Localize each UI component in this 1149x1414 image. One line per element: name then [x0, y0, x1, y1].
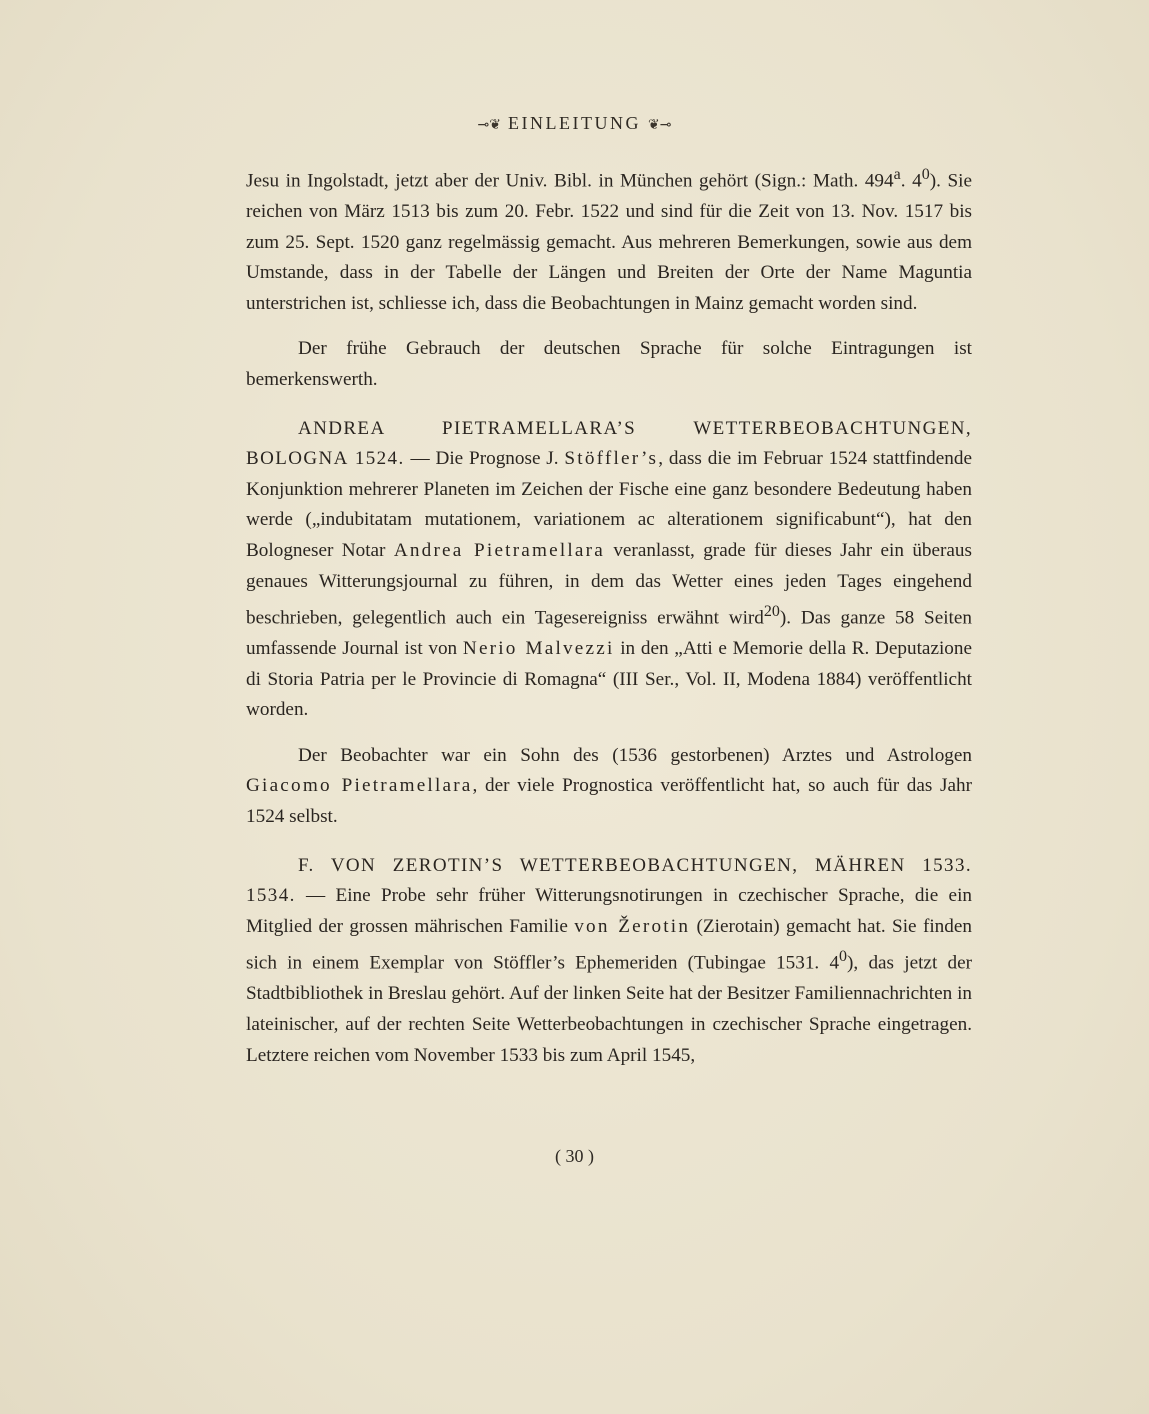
section1-text-c: veranlasst, grade für dieses Jahr ein überaus genaues Witterungsjournal zu führen, in dem das Wetter eines jeden Tages eingehend beschrieben, gelegentlich auch ein Tagesereigniss erwähnt wird	[246, 539, 972, 629]
section-heading-zerotin: F. VON ZEROTIN’S WETTERBEOBACHTUNGEN, MÄHREN 1533. 1534.	[246, 854, 972, 907]
section2-text-a: — Eine Probe sehr früher Witterungsnotirungen in czechischer Sprache, die ein Mitglied der grossen mährischen Familie	[246, 885, 972, 937]
section1-text-b: , dass die im Februar 1524 stattfindende Konjunktion mehrerer Planeten im Zeichen der Fische eine ganz besondere Bedeutung haben werde („indubitatam mutationem, variationem ac alterationem significabunt“), hat den Bologneser Notar	[246, 448, 972, 561]
page-number: ( 30 )	[555, 1146, 594, 1166]
para1-superscript-a: a	[893, 166, 901, 183]
section1-text-a: — Die Prognose J.	[404, 448, 565, 470]
section-pietramellara	[246, 414, 972, 726]
section1-text-d: ). Das ganze 58 Seiten umfassende Journal ist von	[246, 607, 972, 660]
name-andrea-pietramellara: Andrea Pietramellara	[393, 539, 605, 561]
body-text	[246, 160, 972, 1071]
section-zerotin	[246, 851, 972, 1072]
para1-superscript-b: 0	[921, 166, 930, 183]
running-head	[0, 113, 1149, 134]
section2-superscript: 0	[839, 948, 848, 966]
ornament-right-icon: ❦⊸	[647, 118, 672, 133]
footnote-ref-20: 20	[763, 603, 780, 621]
para1-text-a: Jesu in Ingolstadt, jetzt aber der Univ. Bibl. in München gehört (Sign.: Math. 494	[246, 170, 894, 192]
name-stoeffler: Stöffler’s	[564, 448, 659, 470]
para1-text-c: ). Sie reichen von März 1513 bis zum 20. Febr. 1522 und sind für die Zeit von 13. Nov. 1517 bis zum 25. Sept. 1520 ganz regelmässig gemacht. Aus mehreren Bemerkungen, sowie aus dem Umstande, dass in der Tabelle der Längen und Breiten der Orte der Name Maguntia unterstrichen ist, schliesse ich, dass die Beobachtungen in Mainz gemacht worden sind.	[246, 170, 972, 314]
name-giacomo-pietramellara: Giacomo Pietramellara	[246, 775, 473, 797]
section2-text-b: (Zierotain) gemacht hat. Sie finden sich in einem Exemplar von Stöffler’s Ephemeriden (Tubingae 1531. 4	[246, 915, 972, 974]
para1-text-b: . 4	[900, 170, 922, 192]
name-von-zerotin: von Žerotin	[574, 915, 691, 937]
paragraph-3	[246, 741, 972, 833]
ornament-left-icon: ⊸❦	[477, 118, 502, 133]
section1-text-e: in den „Atti e Memorie della R. Deputazione di Storia Patria per le Provincie di Romagna“ (III Ser., Vol. II, Modena 1884) veröffentlicht worden.	[246, 638, 973, 721]
paragraph-2: Der frühe Gebrauch der deutschen Sprache für solche Eintragungen ist bemerkenswerth.	[246, 338, 972, 390]
section2-text-c: ), das jetzt der Stadtbibliothek in Breslau gehört. Auf der linken Seite hat der Besitzer Familiennachrichten in lateinischer, auf der rechten Seite Wetterbeobachtungen in czechischer Sprache eingetragen. Letztere reichen vom November 1533 bis zum April 1545,	[246, 952, 972, 1066]
section-heading-pietramellara: ANDREA PIETRAMELLARA’S WETTERBEOBACHTUNGEN, BOLOGNA 1524.	[246, 417, 972, 470]
name-nerio-malvezzi: Nerio Malvezzi	[462, 638, 615, 660]
para3-text-a: Der Beobachter war ein Sohn des (1536 gestorbenen) Arztes und Astrologen	[298, 744, 972, 766]
running-head-title: EINLEITUNG	[508, 113, 641, 133]
paragraph-1	[246, 160, 972, 319]
para3-text-b: , der viele Prognostica veröffentlicht hat, so auch für das Jahr 1524 selbst.	[246, 775, 973, 828]
